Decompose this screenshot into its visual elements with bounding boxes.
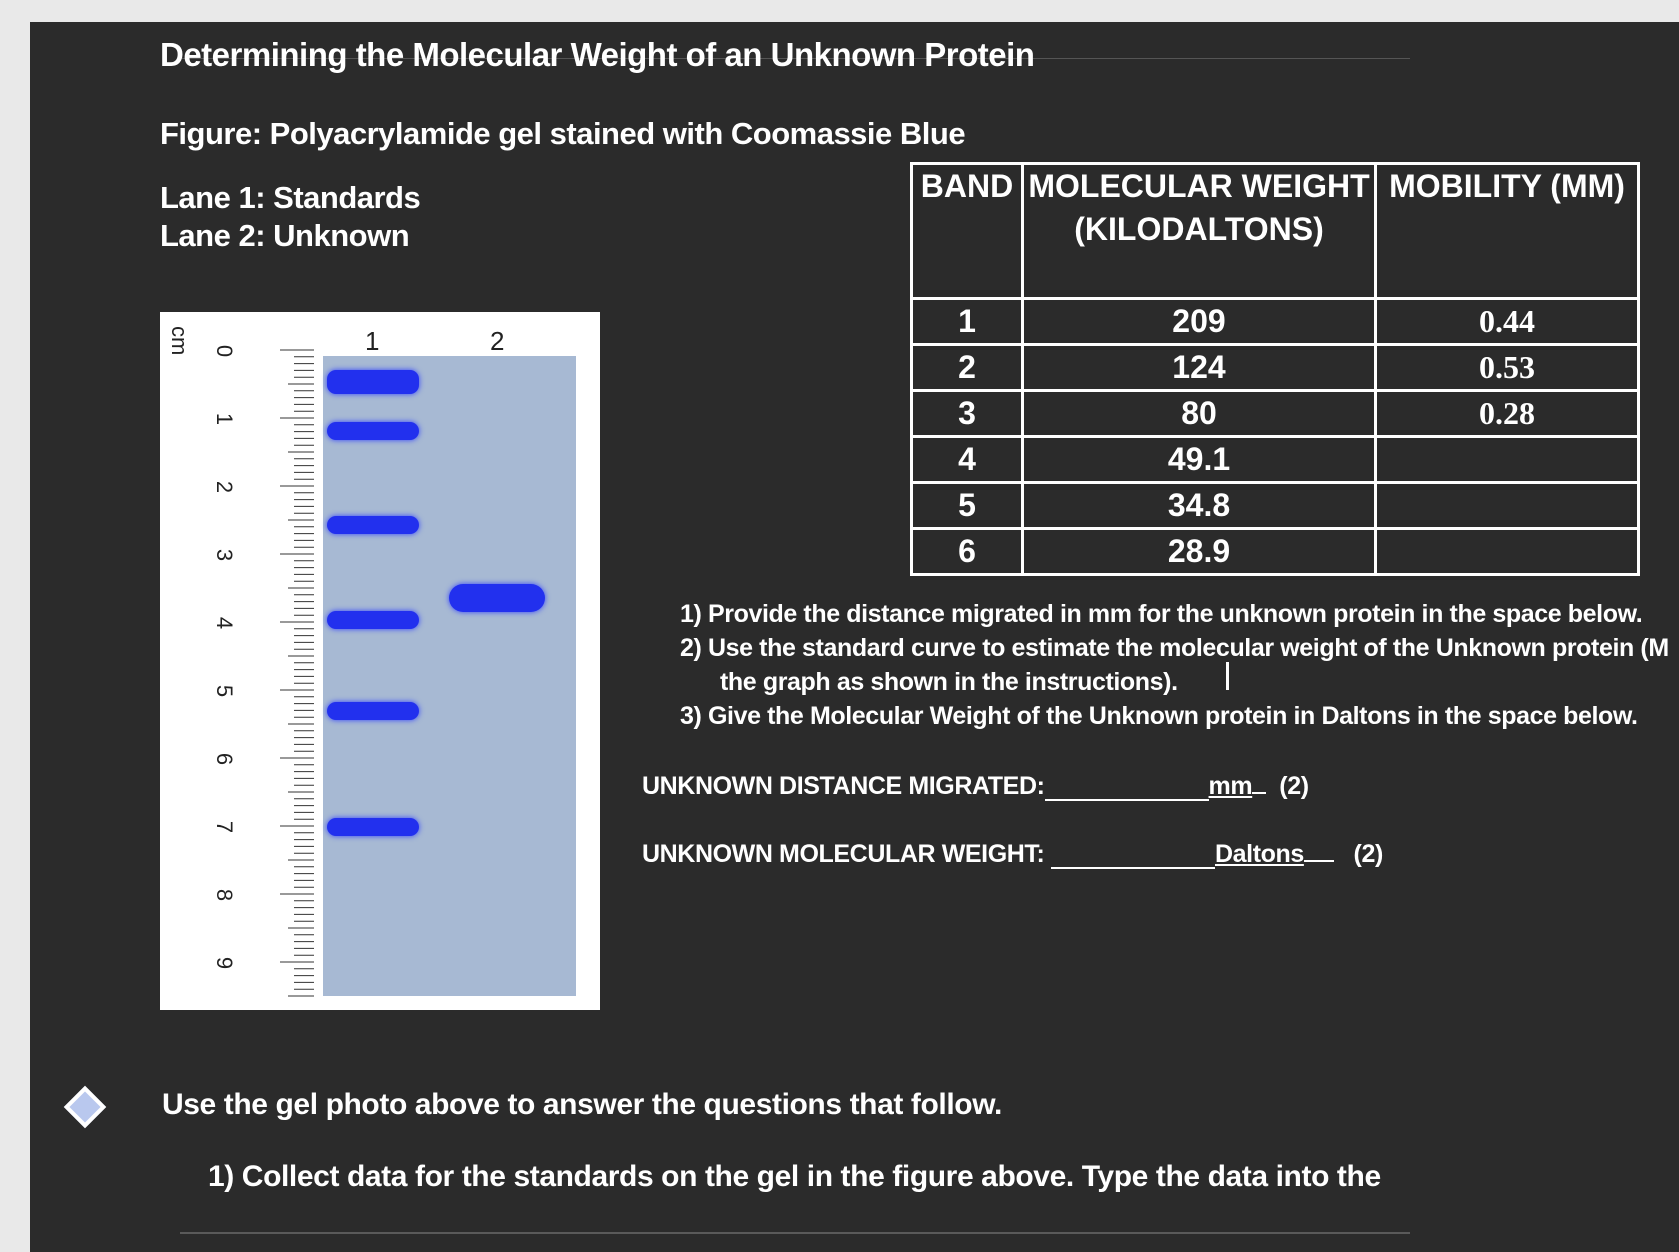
gel-band-standard [327,818,419,836]
distance-label: UNKNOWN DISTANCE MIGRATED: [642,772,1045,800]
text-cursor-icon [1226,662,1229,690]
distance-points: (2) [1279,772,1309,800]
cell-mobility[interactable]: 0.44 [1376,299,1639,345]
cell-band: 3 [912,391,1023,437]
ruler-number: 2 [212,480,237,494]
mw-answer-row [642,836,1383,869]
table-row [912,437,1639,483]
cell-band: 6 [912,529,1023,575]
header-molecular-weight: MOLECULAR WEIGHT (KILODALTONS) [1023,164,1376,299]
gel-body [323,356,576,996]
ruler-number: 5 [212,684,237,698]
cell-mobility[interactable]: 0.28 [1376,391,1639,437]
cell-mobility[interactable]: 0.53 [1376,345,1639,391]
distance-input[interactable] [1045,771,1209,801]
cell-band: 4 [912,437,1023,483]
question-1: 1) Provide the distance migrated in mm for the unknown protein in the space below. [680,600,1643,628]
cell-mw: 80 [1023,391,1376,437]
gel-band-standard [327,422,419,440]
gel-band-standard [327,516,419,534]
gel-band-standard [327,611,419,629]
gel-band-standard [327,702,419,720]
question-2-line-1: 2) Use the standard curve to estimate the molecular weight of the Unknown protein (M [680,634,1669,662]
ruler-number: 0 [212,344,237,358]
standards-table [910,162,1640,576]
table-row [912,345,1639,391]
lane-2-label: Lane 2: Unknown [160,218,410,253]
blank-line [1304,836,1334,862]
mw-input[interactable] [1051,839,1215,869]
distance-answer-row [642,768,1309,801]
table-row [912,483,1639,529]
ruler-number: 8 [212,888,237,902]
lane-1-label: Lane 1: Standards [160,180,421,215]
mw-unit: Daltons [1215,840,1304,868]
cell-mw: 49.1 [1023,437,1376,483]
gel-band-unknown [449,584,545,612]
ruler-unit-label: cm [167,326,192,356]
gel-figure [160,312,600,1010]
cell-mobility[interactable] [1376,437,1639,483]
table-row [912,529,1639,575]
screen [30,22,1679,1252]
header-band: BAND [912,164,1023,299]
cell-mobility[interactable] [1376,483,1639,529]
divider-bottom [180,1232,1410,1234]
table-row [912,299,1639,345]
lane-number-1: 1 [365,326,380,356]
cell-mobility[interactable] [1376,529,1639,575]
footer-item-1: 1) Collect data for the standards on the gel in the figure above. Type the data into the [208,1160,1381,1193]
cell-band: 2 [912,345,1023,391]
cell-band: 1 [912,299,1023,345]
ruler-number: 3 [212,548,237,562]
ruler-number: 4 [212,616,237,630]
mw-points: (2) [1353,840,1383,868]
ruler-number: 1 [212,412,237,426]
mw-label: UNKNOWN MOLECULAR WEIGHT: [642,840,1045,868]
blank-line [1252,768,1266,794]
cell-mw: 124 [1023,345,1376,391]
table-header-row [912,164,1639,299]
header-mobility: MOBILITY (MM) [1376,164,1639,299]
cell-mw: 34.8 [1023,483,1376,529]
question-3: 3) Give the Molecular Weight of the Unknown protein in Daltons in the space below. [680,702,1638,730]
distance-unit: mm [1208,772,1253,800]
page-title: Determining the Molecular Weight of an Unknown Protein [160,36,1035,73]
cell-mw: 209 [1023,299,1376,345]
cell-mw: 28.9 [1023,529,1376,575]
ruler-ticks [280,316,314,1006]
instruction-text: Use the gel photo above to answer the questions that follow. [162,1088,1002,1121]
figure-caption: Figure: Polyacrylamide gel stained with Coomassie Blue [160,116,966,151]
question-2-line-2: the graph as shown in the instructions). [720,668,1178,696]
table-row [912,391,1639,437]
question-diamond-icon [64,1086,106,1128]
ruler-number: 6 [212,752,237,766]
ruler-number: 7 [212,820,237,834]
lane-number-2: 2 [490,326,505,356]
gel-band-standard [327,370,419,394]
cell-band: 5 [912,483,1023,529]
ruler-number: 9 [212,956,237,970]
